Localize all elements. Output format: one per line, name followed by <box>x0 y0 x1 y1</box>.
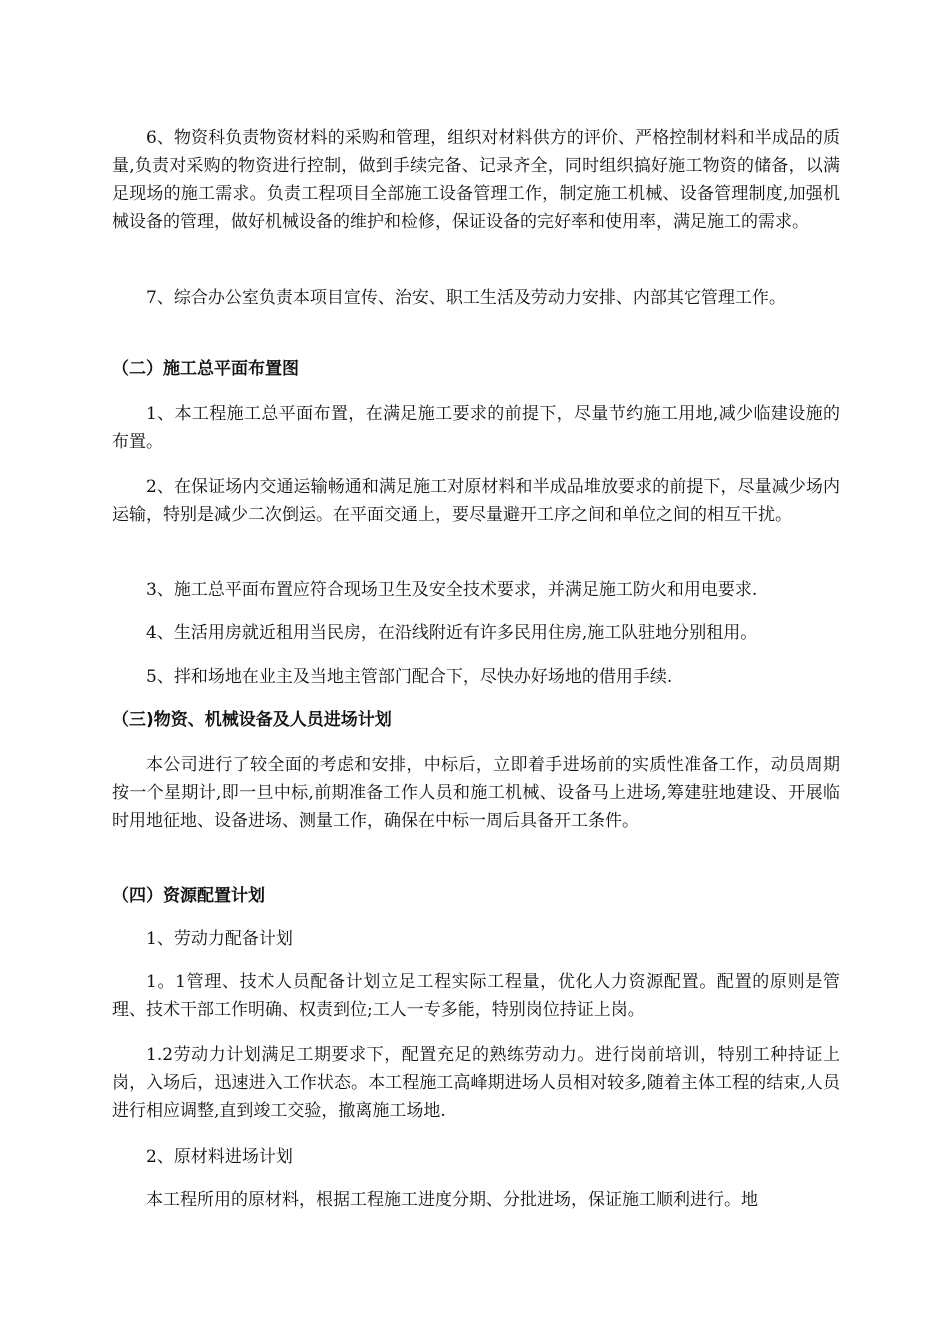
section-three-body <box>112 751 840 835</box>
paragraph-text: 本公司进行了较全面的考虑和安排，中标后，立即着手进场前的实质性准备工作，动员周期按一个星期计,即一旦中标,前期准备工作人员和施工机械、设备马上进场,筹建驻地建设、开展临时用地征地、设备进场、测量工作，确保在中标一周后具备开工条件。 <box>112 755 840 831</box>
paragraph-text: 4、生活用房就近租用当民房，在沿线附近有许多民用住房,施工队驻地分别租用。 <box>146 623 758 643</box>
section-two-item-2 <box>112 473 840 529</box>
heading-text: （三)物资、机械设备及人员进场计划 <box>112 710 392 730</box>
subsection-2-body <box>112 1186 840 1214</box>
paragraph-item-7 <box>112 284 840 312</box>
paragraph-text: 2、原材料进场计划 <box>146 1147 293 1167</box>
section-three-heading <box>112 706 840 734</box>
section-four-heading <box>112 882 840 910</box>
paragraph-text: 1、劳动力配备计划 <box>146 929 293 949</box>
paragraph-item-6 <box>112 124 840 236</box>
section-two-item-5 <box>112 663 840 691</box>
heading-text: （二）施工总平面布置图 <box>112 359 299 379</box>
section-two-item-4 <box>112 619 840 647</box>
paragraph-text: 1.2劳动力计划满足工期要求下，配置充足的熟练劳动力。进行岗前培训，特别工种持证上岗，入场后，迅速进入工作状态。本工程施工高峰期进场人员相对较多,随着主体工程的结束,人员进行相应调整,直到竣工交验，撤离施工场地. <box>112 1045 840 1121</box>
subsection-1-1 <box>112 968 840 1024</box>
paragraph-text: 1。1管理、技术人员配备计划立足工程实际工程量，优化人力资源配置。配置的原则是管理、技术干部工作明确、权责到位;工人一专多能，特别岗位持证上岗。 <box>112 972 840 1020</box>
subsection-1-title <box>112 925 840 953</box>
paragraph-text: 7、综合办公室负责本项目宣传、治安、职工生活及劳动力安排、内部其它管理工作。 <box>146 288 786 308</box>
paragraph-text: 3、施工总平面布置应符合现场卫生及安全技术要求，并满足施工防火和用电要求. <box>146 580 758 600</box>
paragraph-text: 1、本工程施工总平面布置，在满足施工要求的前提下，尽量节约施工用地,减少临建设施的布置。 <box>112 404 840 452</box>
section-two-item-1 <box>112 400 840 456</box>
heading-text: （四）资源配置计划 <box>112 886 265 906</box>
paragraph-text: 5、拌和场地在业主及当地主管部门配合下，尽快办好场地的借用手续. <box>146 667 673 687</box>
subsection-1-2 <box>112 1041 840 1125</box>
subsection-2-title <box>112 1143 840 1171</box>
section-two-heading <box>112 355 840 383</box>
paragraph-text: 2、在保证场内交通运输畅通和满足施工对原材料和半成品堆放要求的前提下，尽量减少场内运输，特别是减少二次倒运。在平面交通上，要尽量避开工序之间和单位之间的相互干扰。 <box>112 477 840 525</box>
section-two-item-3 <box>112 576 840 604</box>
paragraph-text: 6、物资科负责物资材料的采购和管理，组织对材料供方的评价、严格控制材料和半成品的质量,负责对采购的物资进行控制，做到手续完备、记录齐全，同时组织搞好施工物资的储备，以满足现场的施工需求。负责工程项目全部施工设备管理工作，制定施工机械、设备管理制度,加强机械设备的管理，做好机械设备的维护和检修，保证设备的完好率和使用率，满足施工的需求。 <box>112 128 840 232</box>
paragraph-text: 本工程所用的原材料，根据工程施工进度分期、分批进场，保证施工顺利进行。地 <box>146 1190 758 1210</box>
